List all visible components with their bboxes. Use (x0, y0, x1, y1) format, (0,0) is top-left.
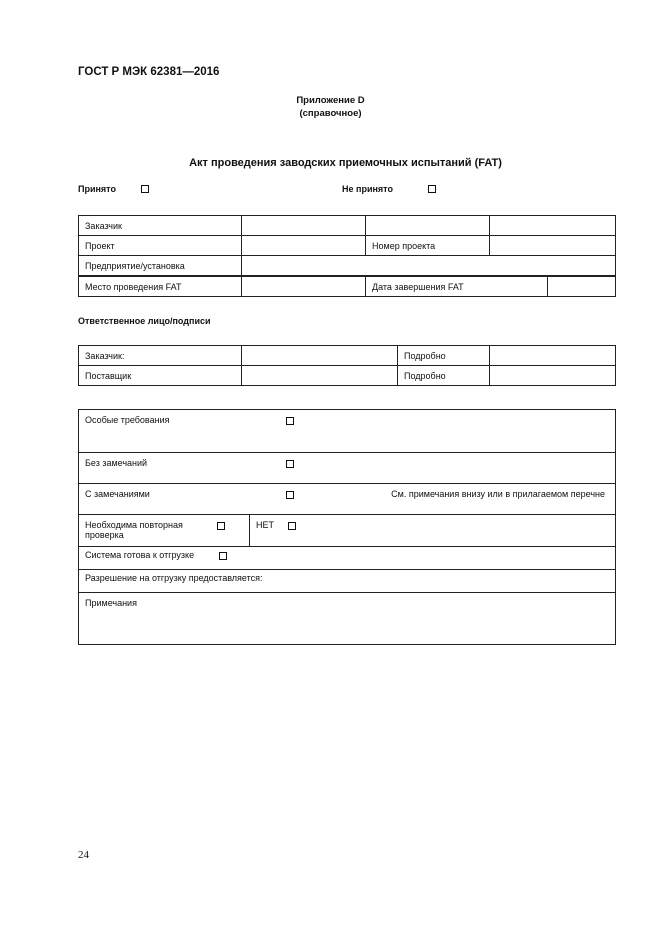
accepted-checkbox[interactable] (141, 185, 149, 193)
special-req-row (79, 410, 616, 453)
responsible-heading: Ответственное лицо/подписи (78, 316, 211, 326)
ready-ship-row (79, 547, 616, 570)
supplier-field[interactable] (242, 366, 398, 386)
fat-location-field[interactable] (242, 276, 366, 297)
responsible-table (78, 345, 616, 386)
customer-field-1[interactable] (242, 216, 366, 236)
ship-permission-row[interactable] (79, 570, 616, 593)
fat-location-label: Место проведения FAT (79, 276, 242, 297)
notes-row[interactable] (79, 593, 616, 645)
with-remarks-checkbox[interactable] (286, 491, 294, 499)
project-number-field[interactable] (490, 236, 616, 256)
accepted-label (78, 184, 116, 194)
not-accepted-label (342, 184, 393, 194)
ready-ship-label: Система готова к отгрузке (85, 550, 195, 560)
see-notes-text: См. примечания внизу или в прилагаемом перечне (391, 489, 605, 499)
enterprise-label: Предприятие/установка (79, 256, 242, 277)
fat-end-date-field[interactable] (548, 276, 616, 297)
supplier-label: Поставщик (79, 366, 242, 386)
details-field-2[interactable] (490, 366, 616, 386)
special-req-checkbox[interactable] (286, 417, 294, 425)
results-table (78, 409, 616, 645)
ship-permission-label: Разрешение на отгрузку предоставляется: (85, 573, 263, 583)
project-info-table (78, 215, 616, 297)
project-label: Проект (79, 236, 242, 256)
notes-label: Примечания (85, 598, 137, 608)
with-remarks-label: С замечаниями (85, 489, 150, 499)
page-number: 24 (78, 849, 89, 861)
accepted-text: Принято (78, 184, 116, 194)
special-req-label: Особые требования (85, 415, 170, 425)
not-accepted-checkbox[interactable] (428, 185, 436, 193)
act-title: Акт проведения заводских приемочных испытаний (FAT) (189, 157, 502, 169)
customer-label: Заказчик (79, 216, 242, 236)
project-number-label: Номер проекта (366, 236, 490, 256)
details-field-1[interactable] (490, 346, 616, 366)
recheck-label: Необходима повторная проверка (85, 520, 183, 540)
details-label-2: Подробно (398, 366, 490, 386)
with-remarks-row (79, 484, 616, 515)
annex-subtitle: (справочное) (299, 108, 362, 119)
recheck-cell (79, 515, 250, 547)
standard-header: ГОСТ Р МЭК 62381—2016 (78, 66, 220, 78)
fat-end-date-label: Дата завершения FAT (366, 276, 548, 297)
customer-field-2[interactable] (366, 216, 490, 236)
no-checkbox[interactable] (288, 522, 296, 530)
project-field[interactable] (242, 236, 366, 256)
no-label: НЕТ (256, 520, 274, 530)
annex-title: Приложение D (296, 95, 365, 106)
customer-field-3[interactable] (490, 216, 616, 236)
not-accepted-text: Не принято (342, 184, 393, 194)
ready-ship-checkbox[interactable] (219, 552, 227, 560)
recheck-checkbox[interactable] (217, 522, 225, 530)
no-remarks-row (79, 453, 616, 484)
no-remarks-checkbox[interactable] (286, 460, 294, 468)
responsible-customer-label: Заказчик: (79, 346, 242, 366)
responsible-customer-field[interactable] (242, 346, 398, 366)
no-cell (250, 515, 616, 547)
details-label-1: Подробно (398, 346, 490, 366)
no-remarks-label: Без замечаний (85, 458, 148, 468)
enterprise-field[interactable] (242, 256, 616, 277)
